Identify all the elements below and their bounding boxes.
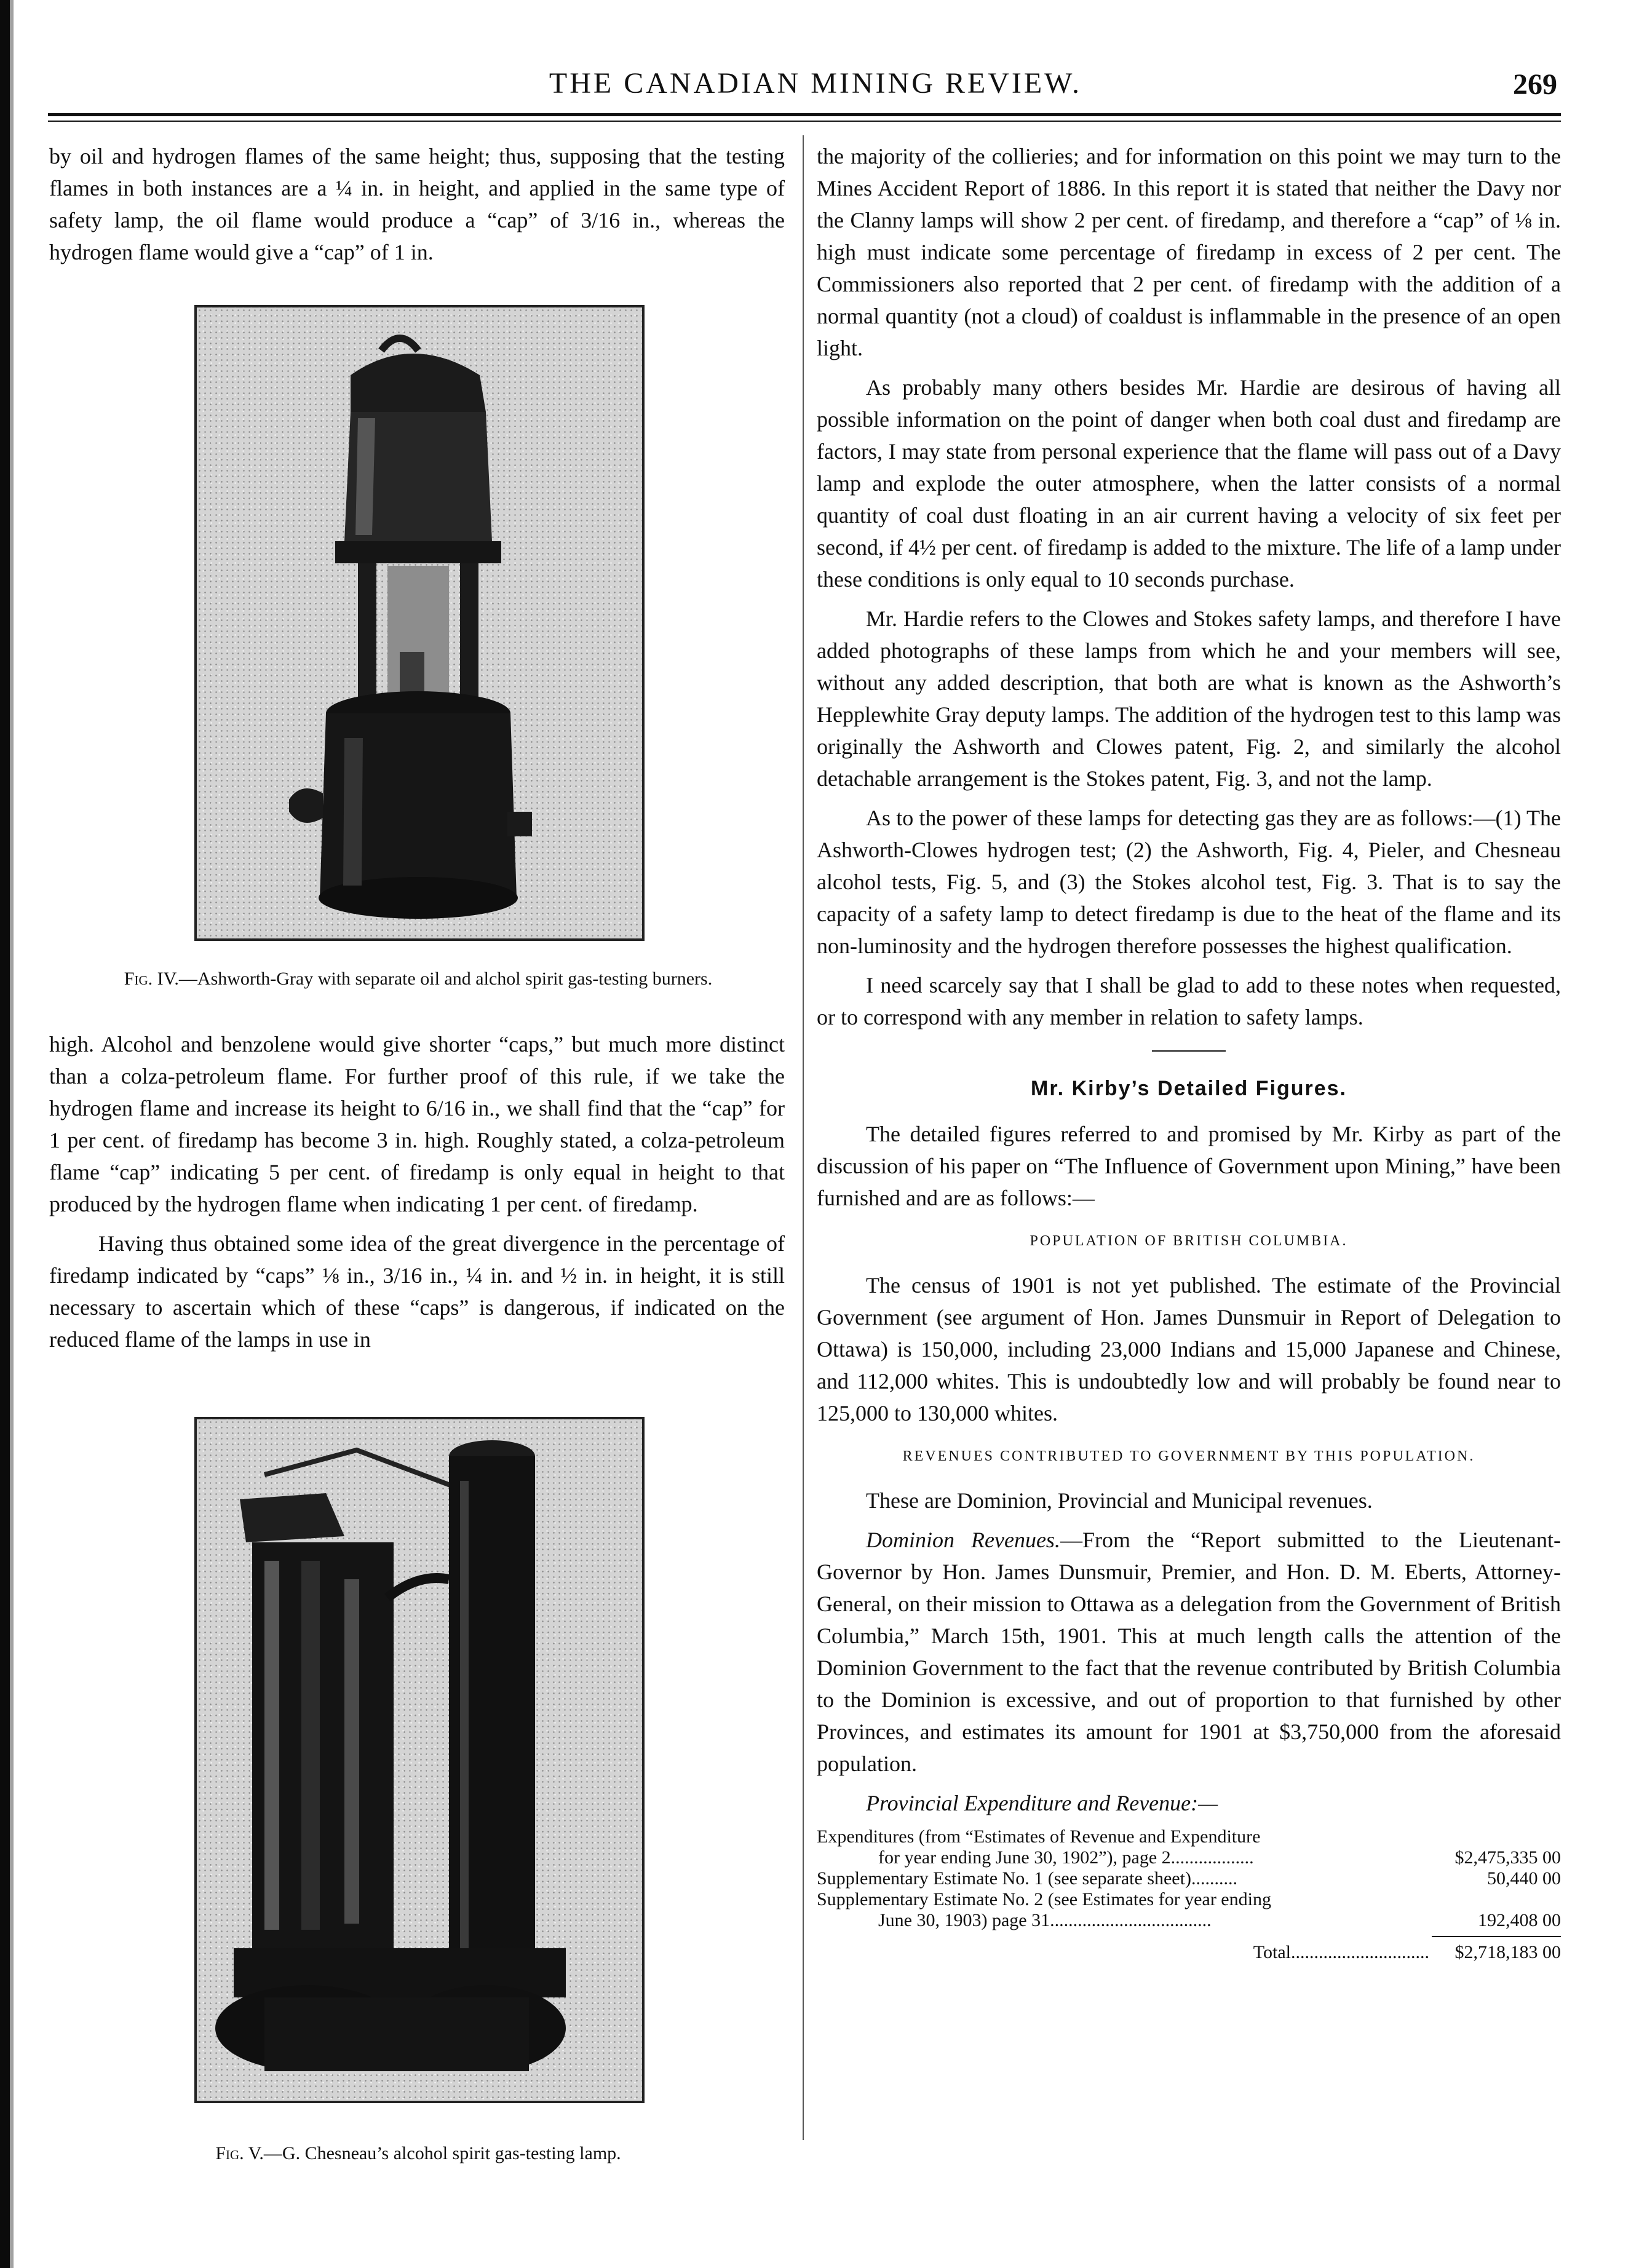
table-label: for year ending June 30, 1902”), page 2.................. xyxy=(878,1847,1254,1868)
paragraph-kirby: The detailed figures referred to and promised by Mr. Kirby as part of the discussion of his paper on “The Influence of Government upon Mining,” have been furnished and are as follows:— xyxy=(817,1122,1561,1210)
right-column xyxy=(817,140,1561,1963)
paragraph-continuation: by oil and hydrogen flames of the same height; thus, supposing that the testing flames in both instances are a ¼ in. in height, and applied in the same type of safety lamp, the oil flame would produce a “cap” of 3/16 in., whereas the hydrogen flame would give a “cap” of 1 in. xyxy=(49,144,785,264)
paragraph-revenue-types: These are Dominion, Provincial and Municipal revenues. xyxy=(866,1488,1373,1513)
table-row xyxy=(817,1847,1561,1868)
dominion-revenues-text: —From the “Report submitted to the Lieutenant-Governor by Hon. James Dunsmuir, Premier, and Hon. D. M. Eberts, Attorney-General, on their mission to Ottawa as a delegation from the Government of British Columbia,” March 15th, 1901. This at much length calls the attention of the Dominion Government to the fact that the revenue contributed by British Columbia to the Dominion is excessive, and out of proportion to that furnished by other Provinces, and estimates its amount for 1901 at $3,750,000 from the aforesaid population. xyxy=(817,1528,1561,1776)
figure-iv-caption xyxy=(111,968,726,990)
figure-iv-text: —Ashworth-Gray with separate oil and alchol spirit gas-testing burners. xyxy=(178,969,713,989)
table-label: Supplementary Estimate No. 1 (see separate sheet).......... xyxy=(817,1868,1237,1889)
paragraph-detecting-gas: As to the power of these lamps for detecting gas they are as follows:—(1) The Ashworth-Clowes hydrogen test; (2) the Ashworth, Fig. 4, Pieler, and Chesneau alcohol tests, Fig. 5, and (3) the Stokes alcohol test, Fig. 3. That is to say the capacity of a safety lamp to detect firedamp is due to the heat of the flame and its non-luminosity and the hydrogen therefore possesses the highest qualification. xyxy=(817,806,1561,958)
total-label: Total.............................. xyxy=(1253,1942,1429,1962)
table-row xyxy=(817,1826,1561,1847)
figure-v-label: Fig. V. xyxy=(215,2143,264,2163)
paragraph-divergence: Having thus obtained some idea of the great divergence in the percentage of firedamp indicated by “caps” ⅛ in., 3/16 in., ¼ in. and ½ in. in height, it is still necessary to ascertain which of these “caps” is dangerous, if indicated on the reduced flame of the lamps in use in xyxy=(49,1231,785,1352)
header-rule-thick xyxy=(48,113,1561,116)
header-rule-thin xyxy=(48,121,1561,122)
paragraph-collieries: the majority of the collieries; and for information on this point we may turn to the Mines Accident Report of 1886. In this report it is stated that neither the Davy nor the Clanny lamps will show 2 per cent. of firedamp, and therefore a “cap” of ⅛ in. high must indicate some percentage of firedamp in excess of 2 per cent. The Commissioners also reported that 2 per cent. of firedamp with the addition of a normal quantity (not a cloud) of coaldust is inflammable in the presence of an open light. xyxy=(817,144,1561,360)
paragraph-closing: I need scarcely say that I shall be glad to add to these notes when requested, or to correspond with any member in relation to safety lamps. xyxy=(817,973,1561,1029)
table-amount: $2,475,335 00 xyxy=(1454,1847,1561,1868)
lamp-illustration xyxy=(197,307,642,938)
paragraph-census: The census of 1901 is not yet published. The estimate of the Provincial Government (see argument of Hon. James Dunsmuir in Report of Delegation to Ottawa) is 150,000, including 23,000 Indians and 15,000 Japanese and Chinese, and 112,000 whites. This is undoubtedly low and will probably be found near to 125,000 to 130,000 whites. xyxy=(817,1273,1561,1425)
table-row xyxy=(817,1868,1561,1889)
table-amount: 192,408 00 xyxy=(1478,1910,1561,1930)
figure-v-lamp-photo xyxy=(194,1417,645,2103)
table-label: Expenditures (from “Estimates of Revenue and Expenditure xyxy=(817,1826,1261,1847)
table-amount: 50,440 00 xyxy=(1487,1868,1561,1889)
page-header xyxy=(0,66,1631,109)
paragraph-dominion-revenues xyxy=(817,1524,1561,1780)
journal-title: THE CANADIAN MINING REVIEW. xyxy=(549,67,1082,100)
section-heading: Mr. Kirby’s Detailed Figures. xyxy=(1031,1077,1347,1100)
left-column-bottom xyxy=(49,1028,785,1363)
scan-edge xyxy=(0,0,10,2268)
figure-v-text: —G. Chesneau’s alcohol spirit gas-testing lamp. xyxy=(263,2143,621,2163)
scan-edge-shadow xyxy=(10,0,14,2268)
table-row xyxy=(817,1910,1561,1931)
subheading-population: POPULATION OF BRITISH COLUMBIA. xyxy=(1030,1233,1348,1249)
sum-rule xyxy=(1432,1936,1561,1937)
paragraph-hardie: As probably many others besides Mr. Hardie are desirous of having all possible information on the point of danger when both coal dust and firedamp are factors, I may state from personal experience that the flame will pass out of a Davy lamp and explode the outer atmosphere, when the latter consists of a normal quantity of coal dust floating in an air current having a velocity of six feet per second, if 4½ per cent. of firedamp is added to the mixture. The life of a lamp under these conditions is only equal to 10 seconds purchase. xyxy=(817,375,1561,592)
left-column-top xyxy=(49,140,785,276)
table-label: Supplementary Estimate No. 2 (see Estimates for year ending xyxy=(817,1889,1271,1909)
table-row xyxy=(817,1889,1561,1910)
figure-iv-label: Fig. IV. xyxy=(124,969,179,989)
paragraph-clowes-stokes: Mr. Hardie refers to the Clowes and Stokes safety lamps, and therefore I have added photographs of these lamps from which he and your members will see, without any added description, that both are what is known as the Ashworth’s Hepplewhite Gray deputy lamps. The addition of the hydrogen test to this lamp was originally the Ashworth and Clowes patent, Fig. 2, and similarly the alcohol detachable arrangement is the Stokes patent, Fig. 3, and not the lamp. xyxy=(817,606,1561,791)
table-heading: Provincial Expenditure and Revenue:— xyxy=(866,1791,1218,1815)
subheading-revenues: REVENUES CONTRIBUTED TO GOVERNMENT BY THIS POPULATION. xyxy=(902,1448,1475,1464)
expenditure-table xyxy=(817,1826,1561,1963)
paragraph-high: high. Alcohol and benzolene would give shorter “caps,” but much more distinct than a colza-petroleum flame. For further proof of this rule, if we take the hydrogen flame and increase its height to 6/16 in., we shall find that the “cap” for 1 per cent. of firedamp has become 3 in. high. Roughly stated, a colza-petroleum flame “cap” indicating 5 per cent. of firedamp is only equal in height to that produced by the hydrogen flame when indicating 1 per cent. of firedamp. xyxy=(49,1032,785,1216)
total-amount: $2,718,183 00 xyxy=(1454,1942,1561,1962)
table-label: June 30, 1903) page 31................................... xyxy=(878,1910,1212,1930)
table-total-row xyxy=(817,1942,1561,1963)
figure-iv-lamp-photo xyxy=(194,305,645,941)
page-number: 269 xyxy=(1513,68,1557,101)
chesneau-lamp-illustration xyxy=(197,1419,642,2101)
dominion-revenues-label: Dominion Revenues. xyxy=(866,1528,1060,1552)
section-separator xyxy=(1152,1050,1226,1052)
figure-v-caption xyxy=(111,2143,726,2165)
column-divider xyxy=(803,135,804,2140)
